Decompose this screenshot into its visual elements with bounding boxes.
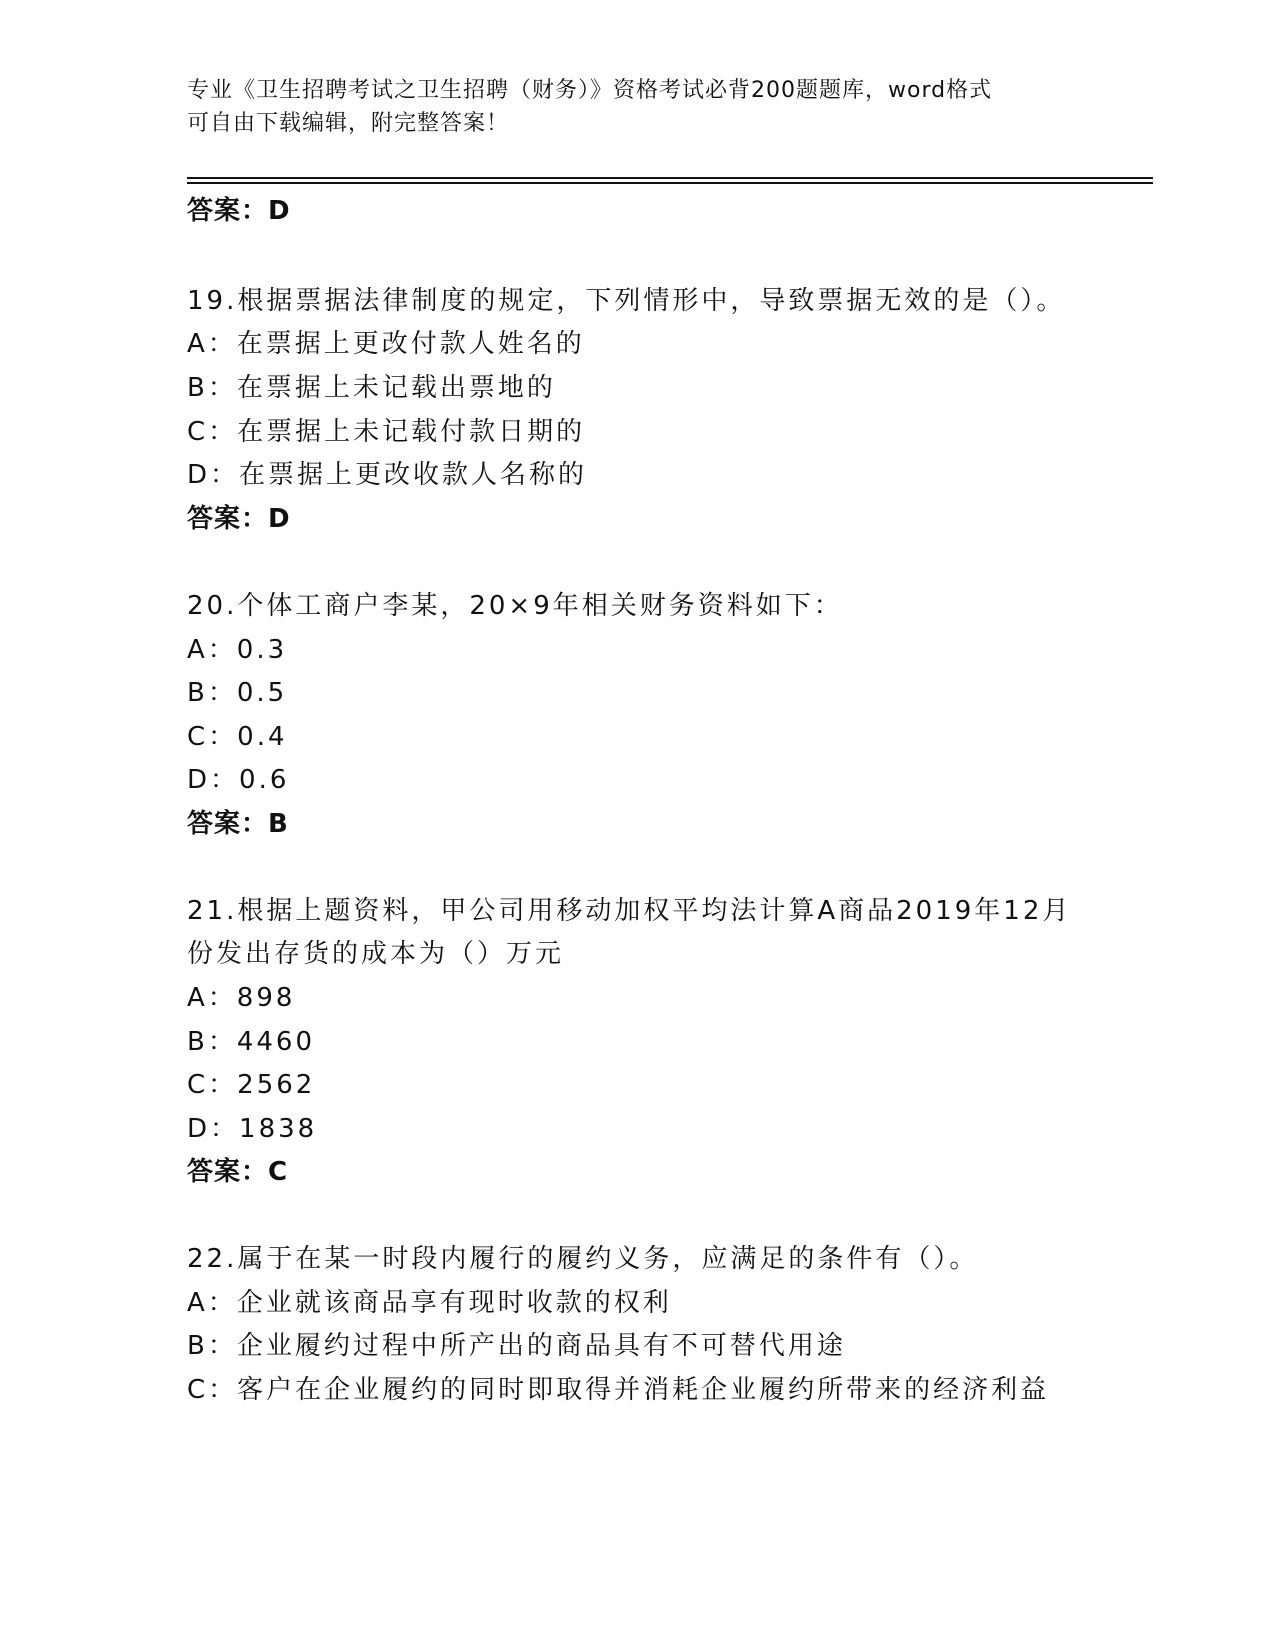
question-20-option-b: B：0.5 (187, 678, 288, 708)
question-20-option-a: A：0.3 (187, 635, 288, 665)
question-19-stem: 19.根据票据法律制度的规定，下列情形中，导致票据无效的是（）。 (187, 286, 1066, 316)
question-19-option-d: D：在票据上更改收款人名称的 (187, 460, 588, 490)
question-21-answer: 答案：C (187, 1157, 289, 1187)
question-21-option-d: D：1838 (187, 1114, 318, 1144)
question-21-stem-line-1: 21.根据上题资料，甲公司用移动加权平均法计算A商品2019年12月 (187, 896, 1072, 926)
question-20-option-d: D：0.6 (187, 765, 290, 795)
document-header (187, 74, 1067, 140)
question-19-option-a: A：在票据上更改付款人姓名的 (187, 329, 585, 359)
question-21-option-b: B：4460 (187, 1027, 316, 1057)
question-20-option-c: C：0.4 (187, 722, 288, 752)
previous-answer: 答案：D (187, 196, 291, 226)
question-22-option-c: C：客户在企业履约的同时即取得并消耗企业履约所带来的经济利益 (187, 1375, 1050, 1405)
question-21-stem-line-2: 份发出存货的成本为（）万元 (187, 939, 565, 969)
question-19-option-c: C：在票据上未记载付款日期的 (187, 417, 586, 447)
header-divider-bottom (187, 182, 1153, 184)
question-20-answer: 答案：B (187, 809, 289, 839)
question-19-option-b: B：在票据上未记载出票地的 (187, 373, 556, 403)
question-22-option-b: B：企业履约过程中所产出的商品具有不可替代用途 (187, 1331, 846, 1361)
question-21-option-c: C：2562 (187, 1070, 316, 1100)
question-22-stem: 22.属于在某一时段内履行的履约义务，应满足的条件有（）。 (187, 1244, 979, 1274)
header-line-1: 专业《卫生招聘考试之卫生招聘（财务）》资格考试必背200题题库，word格式 (187, 78, 993, 103)
header-divider-top (187, 177, 1153, 179)
header-line-2: 可自由下载编辑，附完整答案！ (187, 111, 510, 136)
question-20-stem: 20.个体工商户李某，20×9年相关财务资料如下： (187, 591, 843, 621)
question-21-option-a: A：898 (187, 983, 296, 1013)
question-22-option-a: A：企业就该商品享有现时收款的权利 (187, 1288, 672, 1318)
question-19-answer: 答案：D (187, 504, 291, 534)
